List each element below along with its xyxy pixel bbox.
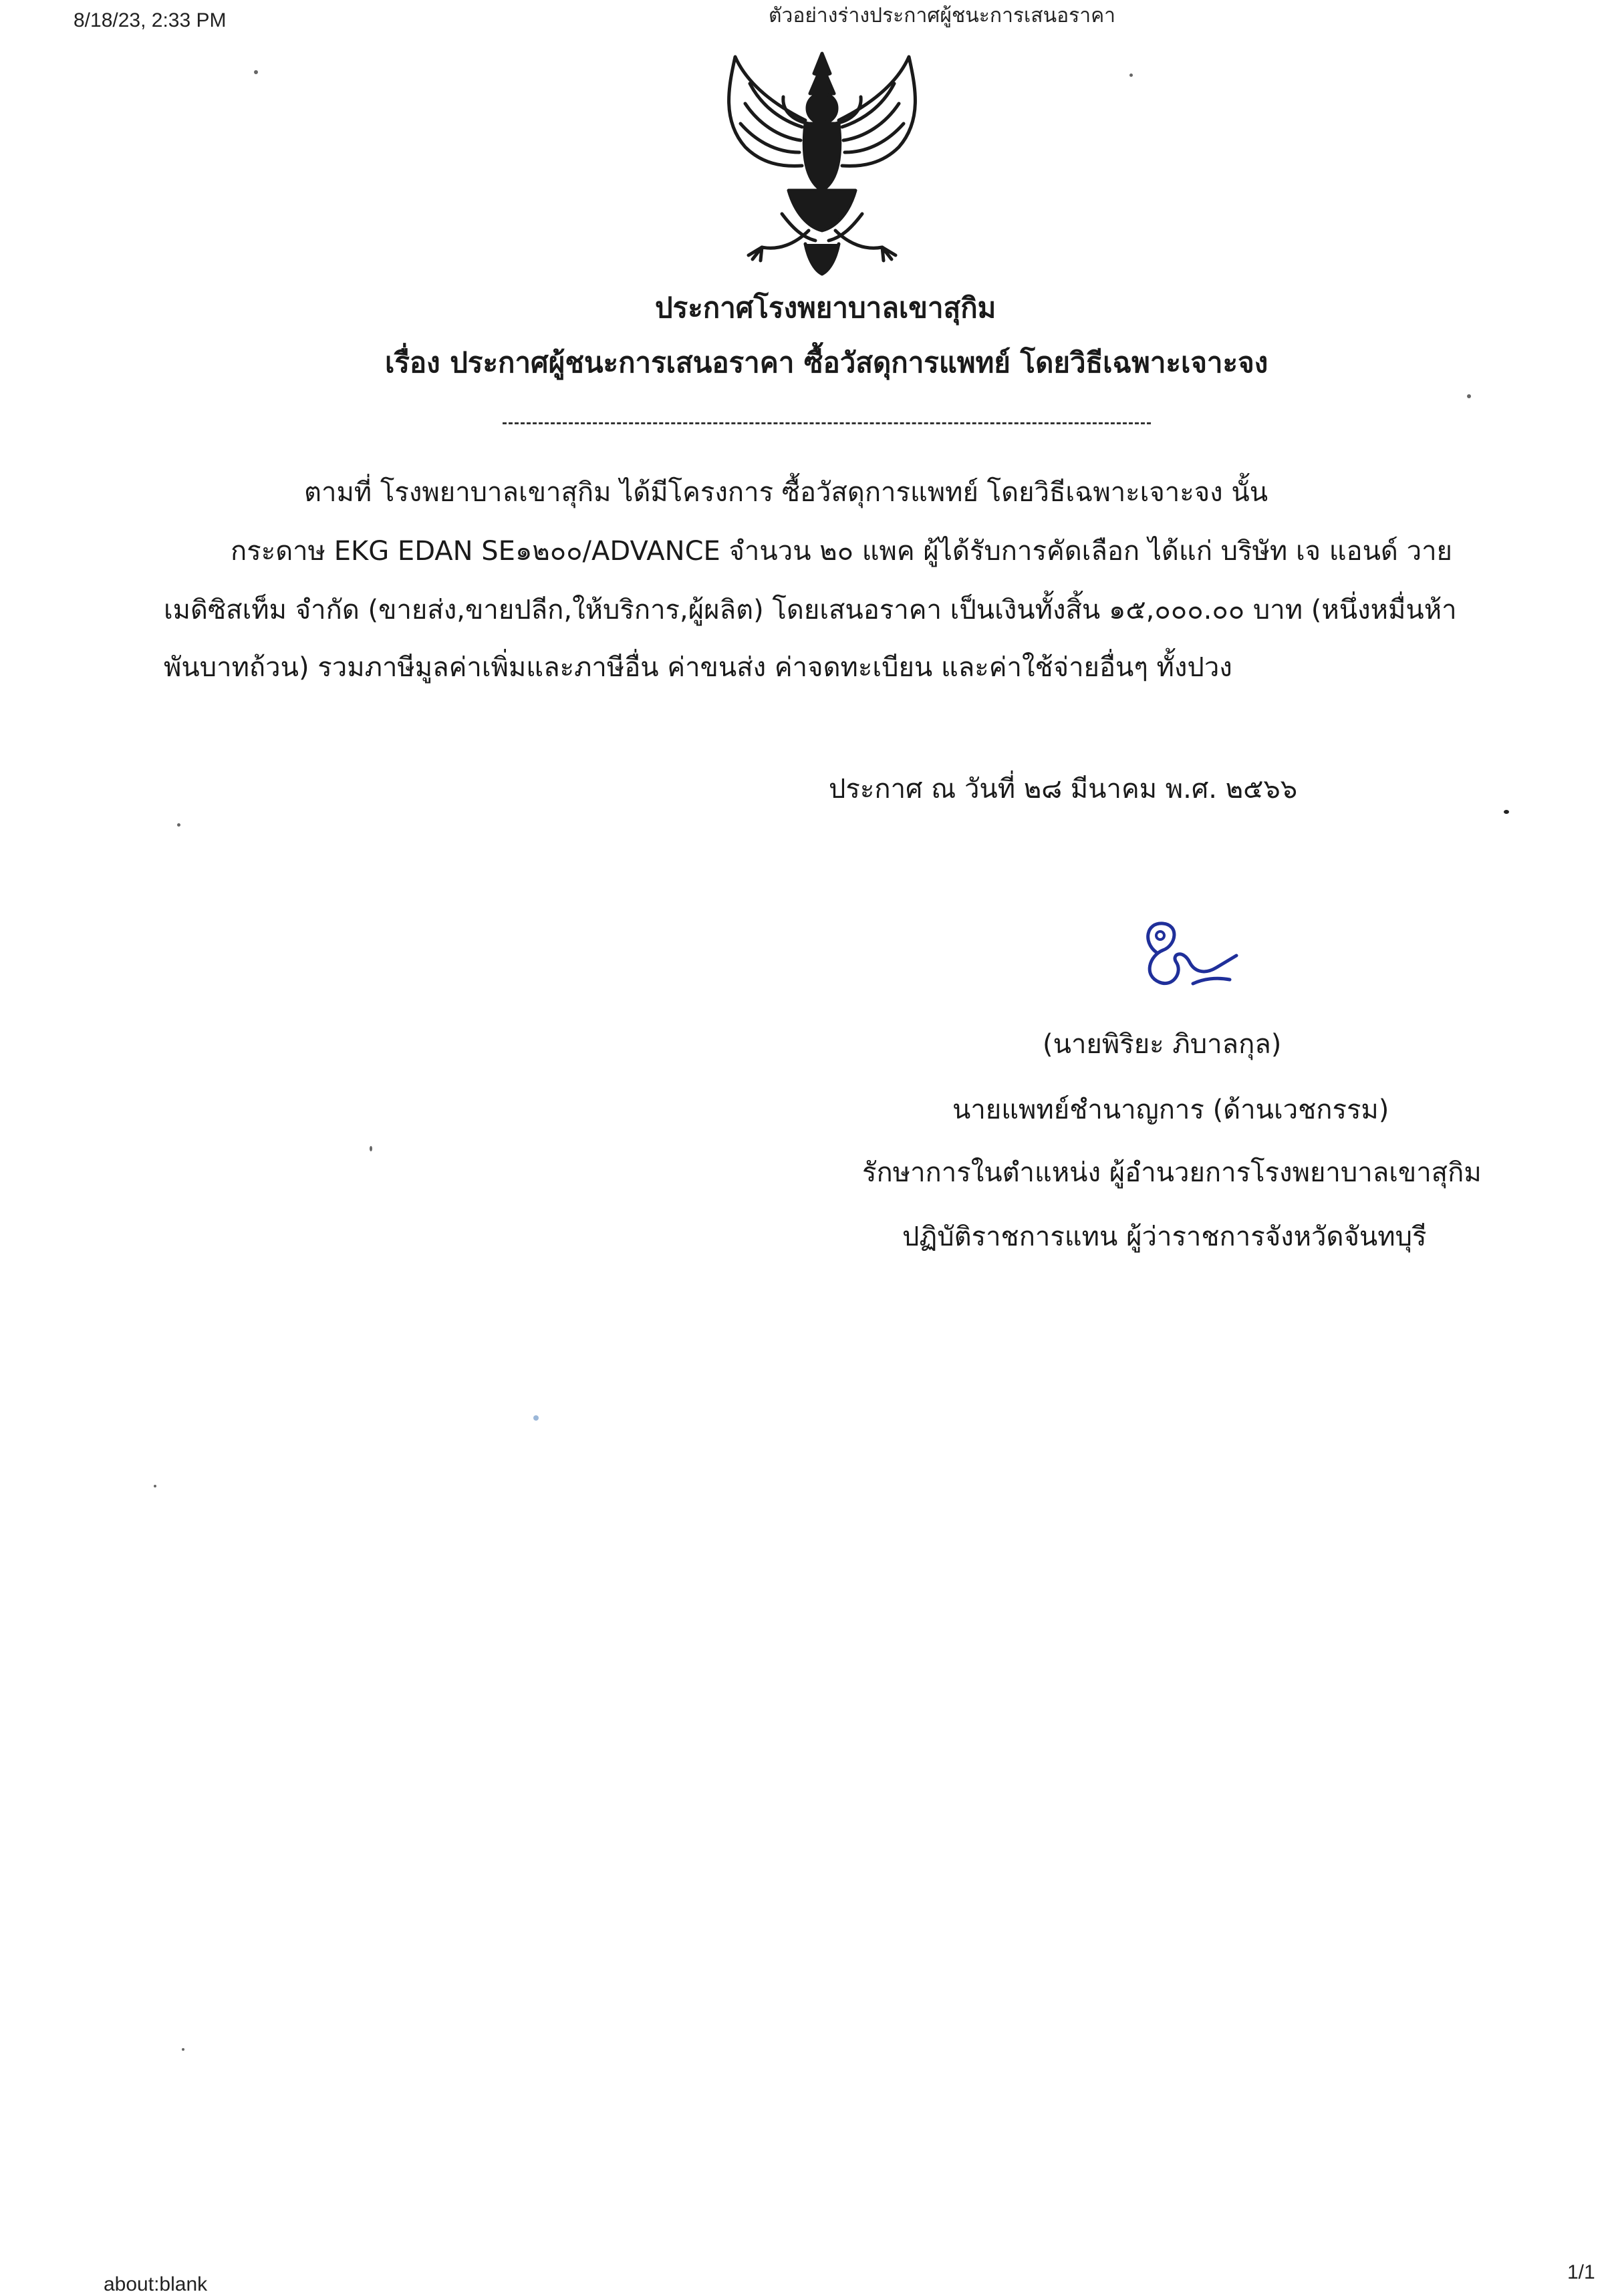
scan-speck — [182, 2048, 184, 2051]
announce-date: ประกาศ ณ วันที่ ๒๘ มีนาคม พ.ศ. ๒๕๖๖ — [829, 774, 1298, 805]
scan-speck — [1467, 394, 1471, 398]
signatory-position-3: ปฏิบัติราชการแทน ผู้ว่าราชการจังหวัดจันทบุรี — [902, 1222, 1427, 1252]
scan-speck — [1504, 810, 1509, 814]
scan-speck — [370, 1146, 372, 1151]
signatory-position-1: นายแพทย์ชำนาญการ (ด้านเวชกรรม) — [952, 1095, 1389, 1125]
body-line-3: เมดิซิสเท็ม จำกัด (ขายส่ง,ขายปลีก,ให้บริการ,ผู้ผลิต) โดยเสนอราคา เป็นเงินทั้งสิ้น ๑๕,๐๐๐.๐๐ บาท (หนึ่งหมื่นห้า — [164, 595, 1457, 625]
print-page-count: 1/1 — [1567, 2261, 1595, 2283]
body-line-2: กระดาษ EKG EDAN SE๑๒๐๐/ADVANCE จำนวน ๒๐ แพค ผู้ได้รับการคัดเลือก ได้แก่ บริษัท เจ แอนด์ วาย — [231, 536, 1452, 567]
signatory-name: (นายพิริยะ ภิบาลกุล) — [1043, 1029, 1282, 1060]
signature-icon — [1129, 915, 1243, 1002]
scan-speck — [154, 1485, 156, 1487]
body-line-4: พันบาทถ้วน) รวมภาษีมูลค่าเพิ่มและภาษีอื่น ค่าขนส่ง ค่าจดทะเบียน และค่าใช้จ่ายอื่นๆ ทั้งปวง — [164, 652, 1232, 683]
print-url: about:blank — [104, 2273, 208, 2295]
scan-speck — [1129, 74, 1133, 77]
print-page-title: ตัวอย่างร่างประกาศผู้ชนะการเสนอราคา — [769, 5, 1115, 27]
print-datetime: 8/18/23, 2:33 PM — [74, 9, 227, 31]
scan-speck — [254, 70, 258, 74]
signatory-position-2: รักษาการในตำแหน่ง ผู้อำนวยการโรงพยาบาลเขาสุกิม — [862, 1157, 1482, 1188]
separator-rule — [503, 422, 1151, 424]
scan-speck — [177, 823, 180, 827]
garuda-emblem-icon — [708, 47, 936, 281]
body-line-1: ตามที่ โรงพยาบาลเขาสุกิม ได้มีโครงการ ซื้อวัสดุการแพทย์ โดยวิธีเฉพาะเจาะจง นั้น — [304, 477, 1268, 508]
document-subject: เรื่อง ประกาศผู้ชนะการเสนอราคา ซื้อวัสดุการแพทย์ โดยวิธีเฉพาะเจาะจง — [385, 346, 1268, 379]
document-title: ประกาศโรงพยาบาลเขาสุกิม — [655, 291, 996, 324]
scan-speck — [533, 1415, 539, 1421]
